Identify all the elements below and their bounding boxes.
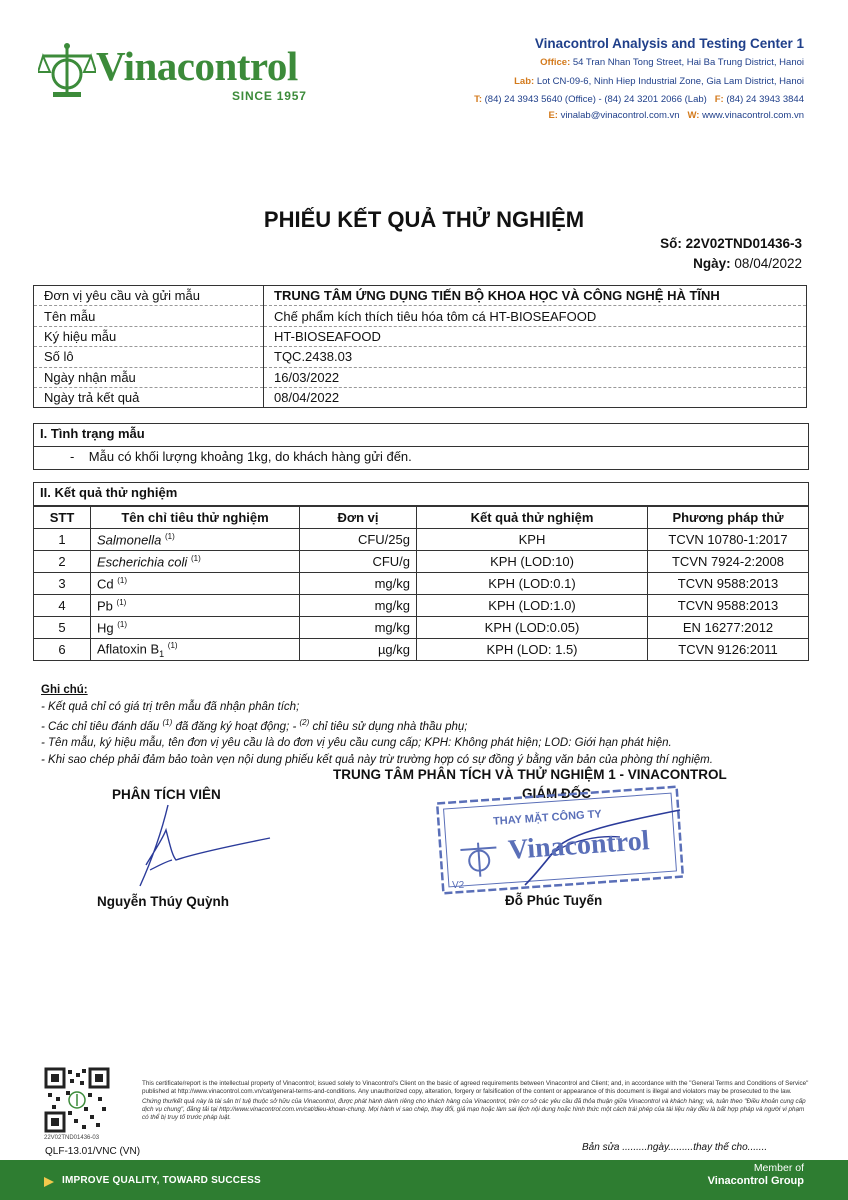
column-header: STT xyxy=(34,507,91,529)
info-label: Ngày nhận mẫu xyxy=(34,367,264,387)
info-value: 16/03/2022 xyxy=(264,367,807,387)
director-name: Đỗ Phúc Tuyến xyxy=(505,893,603,908)
report-date: Ngày: 08/04/2022 xyxy=(693,256,802,271)
note-line: - Kết quả chỉ có giá trị trên mẫu đã nhận phân tích; xyxy=(41,700,300,713)
email-web: E: vinalab@vinacontrol.com.vn W: www.vinacontrol.com.vn xyxy=(548,110,804,121)
section-title: I. Tình trạng mẫu xyxy=(40,426,145,441)
note-line: - Các chỉ tiêu đánh dấu $^{(1)}$ đã đăng ký hoạt động; - $^{(2)}$ chỉ tiêu sử dụng nhà thầu phụ; xyxy=(41,718,468,733)
analyst-signature-icon xyxy=(110,800,280,890)
notes-title: Ghi chú: xyxy=(41,684,88,696)
scales-of-justice-icon xyxy=(38,40,96,100)
info-row xyxy=(34,286,807,306)
table-row: 2 Escherichia coli $^{(1)}$ CFU/g KPH (LOD:10) TCVN 7924-2:2008 xyxy=(34,551,808,573)
info-value: 08/04/2022 xyxy=(274,390,340,406)
info-label: Ngày trả kết quả xyxy=(34,387,264,407)
info-row xyxy=(34,326,807,346)
info-label: Số lô xyxy=(34,347,264,367)
office-address: Office: 54 Tran Nhan Tong Street, Hai Ba Trung District, Hanoi xyxy=(540,57,804,68)
company-logo xyxy=(38,40,96,100)
brand-wordmark: Vinacontrol xyxy=(96,43,298,89)
analyst-title: PHÂN TÍCH VIÊN xyxy=(112,787,221,802)
info-row xyxy=(34,306,807,326)
info-value: TRUNG TÂM ỨNG DỤNG TIẾN BỘ KHOA HỌC VÀ CÔNG NGHỆ HÀ TĨNH xyxy=(264,286,807,306)
sample-info-table xyxy=(33,285,807,408)
results-header-row xyxy=(34,507,808,529)
stamp-code: V2 xyxy=(452,880,465,891)
sample-condition-row: - Mẫu có khối lượng khoảng 1kg, do khách hàng gửi đến. xyxy=(34,446,808,469)
table-row: 6 Aflatoxin $B_1$ $^{(1)}$ µg/kg KPH (LOD: 1.5) TCVN 9126:2011 xyxy=(34,639,808,661)
qr-code-icon xyxy=(44,1067,110,1133)
table-row: 1 Salmonella $^{(1)}$ CFU/25g KPH TCVN 10780-1:2017 xyxy=(34,529,808,551)
email-link[interactable]: vinalab@vinacontrol.com.vn xyxy=(560,110,680,121)
info-row xyxy=(34,387,807,407)
analyst-name: Nguyễn Thúy Quỳnh xyxy=(97,894,230,909)
info-row xyxy=(34,347,807,367)
center-signature-title: TRUNG TÂM PHÂN TÍCH VÀ THỬ NGHIỆM 1 - VINACONTROL xyxy=(333,767,727,782)
note-line: - Khi sao chép phải đảm bảo toàn vẹn nội dung phiếu kết quả này trừ trường hợp có sự đồng ý bằng văn bản của phòng thí nghiệm. xyxy=(41,753,713,766)
info-label: Đơn vị yêu cầu và gửi mẫu xyxy=(34,286,264,306)
info-value: HT-BIOSEAFOOD xyxy=(264,326,807,346)
disclaimer-vi: Chứng thư/kết quả này là tài sản trí tuệ thuộc sở hữu của Vinacontrol, được phát hành dành riêng cho khách hàng của Vinacontrol, trên cơ sở các yêu cầu đã thỏa thuận giữa Vinacontrol và khách hàng; và, tuân theo "Điều khoản cung cấp dịch vụ chung", đăng tải tại http://www.vinacontrol.com.vn/cat/dieu-khoan-chung. Mọi hành vi sao chép, thay đổi, giả mạo hoặc làm sai lệch nội dung hoặc hình thức một cách trái phép của tài liệu này đều là bất hợp pháp và người vi phạm có thể bị truy tố trước pháp luật. xyxy=(142,1098,806,1121)
column-header: Kết quả thử nghiệm xyxy=(417,507,648,529)
stamp-brand: Vinacontrol xyxy=(507,825,651,866)
certificate-disclaimer xyxy=(142,1080,810,1122)
group-name: Vinacontrol Group xyxy=(707,1175,804,1187)
phone-fax: T: (84) 24 3943 5640 (Office) - (84) 24 3201 2066 (Lab) F: (84) 24 3943 3844 xyxy=(474,94,804,105)
qr-caption: 22V02TND01436-03 xyxy=(44,1135,100,1141)
column-header: Đơn vị xyxy=(300,507,417,529)
table-row: 3 Cd $^{(1)}$ mg/kg KPH (LOD:0.1) TCVN 9588:2013 xyxy=(34,573,808,595)
qr-code xyxy=(44,1067,110,1133)
footer-slogan: IMPROVE QUALITY, TOWARD SUCCESS xyxy=(62,1175,261,1186)
disclaimer-en: This certificate/report is the intellectual property of Vinacontrol; issued solely to Vinacontrol's Client on the basic of agreed requirements between Vinacontrol and Client; and, in accordance with the "General Terms and Conditions of Service" published at http://www.vinacontrol.com.vn/cat/general-terms-and-conditions. Any unauthorized copy, alteration, forgery or falsification of the content or appearance of this document is illegal and violators may be prosecuted to the law. xyxy=(142,1080,809,1095)
notes-block xyxy=(41,682,713,768)
test-results-section xyxy=(33,482,809,661)
website-link[interactable]: www.vinacontrol.com.vn xyxy=(702,110,804,121)
director-title: GIÁM ĐỐC xyxy=(522,786,591,801)
note-line: - Tên mẫu, ký hiệu mẫu, tên đơn vị yêu cầu là do đơn vị yêu cầu cung cấp; KPH: Không phát hiện; LOD: Giới hạn phát hiện. xyxy=(41,737,672,750)
form-code: QLF-13.01/VNC (VN) xyxy=(45,1146,141,1157)
info-label: Tên mẫu xyxy=(34,306,264,326)
section-title: II. Kết quả thử nghiệm xyxy=(34,483,808,506)
document-title: PHIẾU KẾT QUẢ THỬ NGHIỆM xyxy=(263,207,585,232)
column-header: Tên chỉ tiêu thử nghiệm xyxy=(91,507,300,529)
table-row: 5 Hg $^{(1)}$ mg/kg KPH (LOD:0.05) EN 16277:2012 xyxy=(34,617,808,639)
member-of-block xyxy=(708,1162,804,1188)
info-row xyxy=(34,367,807,387)
stamp-text: THAY MẶT CÔNG TY xyxy=(492,808,603,828)
member-of-label: Member of xyxy=(753,1162,804,1174)
lab-address: Lab: Lot CN-09-6, Ninh Hiep Industrial Zone, Gia Lam District, Hanoi xyxy=(514,76,804,87)
sample-condition-section xyxy=(33,423,809,470)
info-value: Chế phẩm kích thích tiêu hóa tôm cá HT-BIOSEAFOOD xyxy=(264,306,807,326)
info-value: TQC.2438.03 xyxy=(264,347,807,367)
since-label: SINCE 1957 xyxy=(232,89,307,103)
results-table xyxy=(34,506,808,660)
report-number: Số: 22V02TND01436-3 xyxy=(660,236,802,251)
revision-line: Bản sửa .........ngày.........thay thế cho....... xyxy=(582,1142,768,1153)
info-label: Ký hiệu mẫu xyxy=(34,326,264,346)
table-row: 4 Pb $^{(1)}$ mg/kg KPH (LOD:1.0) TCVN 9588:2013 xyxy=(34,595,808,617)
arrow-icon xyxy=(44,1174,54,1184)
center-name: Vinacontrol Analysis and Testing Center 1 xyxy=(534,36,804,51)
column-header: Phương pháp thử xyxy=(648,507,809,529)
